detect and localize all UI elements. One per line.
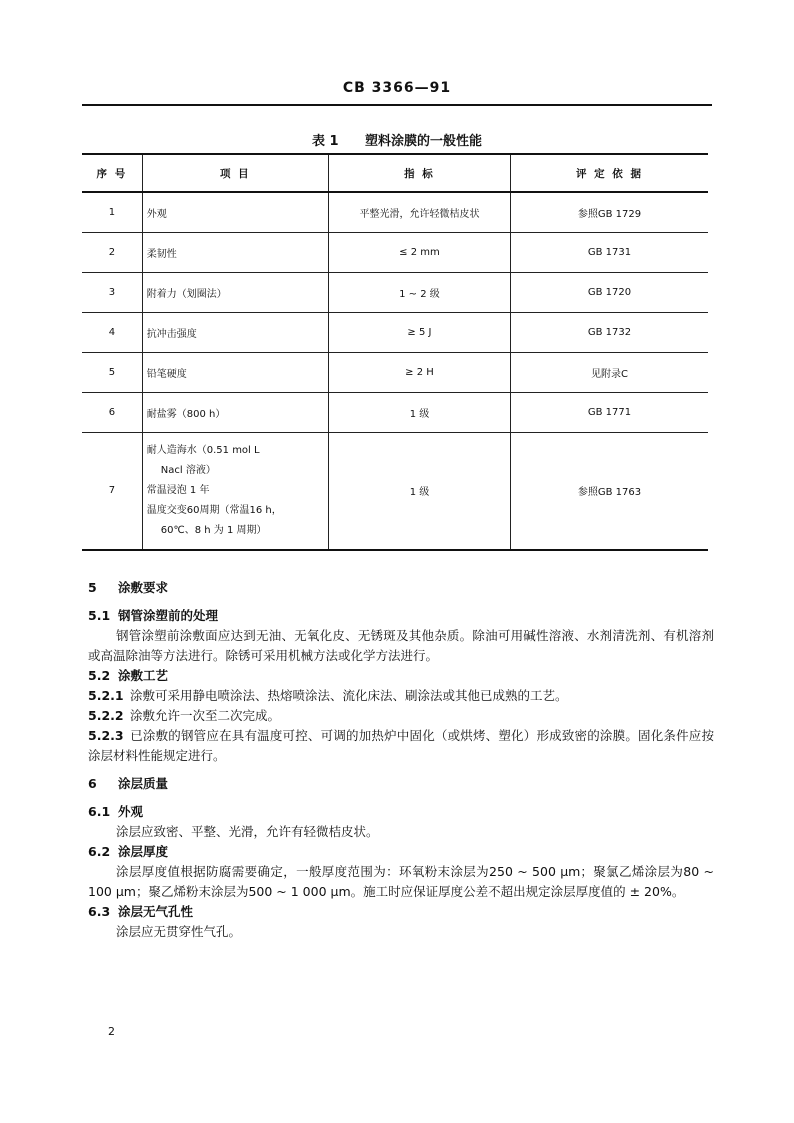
cell-index: 1 级: [328, 392, 510, 432]
table-caption: [0, 130, 794, 149]
subsection-heading: [88, 902, 714, 922]
table-caption-number: 表 1: [311, 134, 339, 149]
cell-no: 5: [82, 352, 142, 392]
section-title: 涂敷要求: [118, 580, 169, 595]
cell-item: 抗冲击强度: [142, 312, 328, 352]
clause-number: 5.2.2: [88, 708, 124, 723]
section-title: 涂层无气孔性: [118, 904, 194, 919]
section-number: 5: [88, 580, 97, 595]
section-number: 6.1: [88, 804, 111, 819]
section-number: 6.3: [88, 904, 111, 919]
standard-code: CB 3366—91: [342, 80, 452, 96]
header-index: 指 标: [328, 154, 510, 192]
cell-item-line: 常温浸泡 1 年: [146, 484, 210, 496]
section-number: 5.2: [88, 668, 111, 683]
section-number: 5.1: [88, 608, 111, 623]
clause: [88, 726, 714, 766]
cell-item: 附着力（划圈法）: [142, 272, 328, 312]
table-row: [82, 352, 708, 392]
table-row: [82, 272, 708, 312]
cell-no: 1: [82, 192, 142, 232]
cell-item: 柔韧性: [142, 232, 328, 272]
cell-index: ≥ 2 H: [328, 352, 510, 392]
cell-basis: 参照GB 1729: [510, 192, 708, 232]
cell-no: 3: [82, 272, 142, 312]
subsection-heading: [88, 666, 714, 686]
cell-no: 2: [82, 232, 142, 272]
section-paragraph: 涂层应致密、平整、光滑，允许有轻微桔皮状。: [116, 824, 379, 839]
section-paragraph: 涂层厚度值根据防腐需要确定，一般厚度范围为：环氧粉末涂层为250 ~ 500 μm；聚氯乙烯涂层为80 ~ 100 μm；聚乙烯粉末涂层为500 ~ 1 000 μm。施工时应保证厚度公差不超出规定涂层厚度值的 ± 20%。: [88, 864, 714, 899]
cell-basis: GB 1720: [510, 272, 708, 312]
table-row: [82, 392, 708, 432]
header-item: 项 目: [142, 154, 328, 192]
table-row: [82, 192, 708, 232]
section-heading: [88, 774, 714, 794]
clause-number: 5.2.1: [88, 688, 124, 703]
cell-item: 耐盐雾（800 h）: [142, 392, 328, 432]
clause-text: 已涂敷的钢管应在具有温度可控、可调的加热炉中固化（或烘烤、塑化）形成致密的涂膜。固化条件应按涂层材料性能规定进行。: [88, 728, 714, 763]
cell-item-multiline: [142, 432, 328, 550]
subsection-heading: [88, 802, 714, 822]
cell-item-line: 耐人造海水（0.51 mol L: [146, 444, 260, 456]
header-basis: 评 定 依 据: [510, 154, 708, 192]
cell-no: 6: [82, 392, 142, 432]
clause: [88, 706, 714, 726]
cell-item: 铅笔硬度: [142, 352, 328, 392]
cell-item-line: Nacl 溶液）: [160, 464, 216, 476]
cell-item-line: 温度交变60周期（常温16 h，: [146, 504, 282, 516]
clause: [88, 686, 714, 706]
section-number: 6.2: [88, 844, 111, 859]
table-row: [82, 232, 708, 272]
cell-index: ≥ 5 J: [328, 312, 510, 352]
section-heading: [88, 578, 714, 598]
section-title: 涂敷工艺: [118, 668, 169, 683]
coating-performance-table: [82, 153, 708, 551]
cell-basis: 参照GB 1763: [510, 432, 708, 550]
section-title: 钢管涂塑前的处理: [118, 608, 219, 623]
cell-basis: 见附录C: [510, 352, 708, 392]
section-title: 涂层厚度: [118, 844, 169, 859]
cell-item: 外观: [142, 192, 328, 232]
clause-text: 涂敷可采用静电喷涂法、热熔喷涂法、流化床法、刷涂法或其他已成熟的工艺。: [130, 688, 568, 703]
table-header-row: [82, 154, 708, 192]
cell-basis: GB 1731: [510, 232, 708, 272]
header-divider: [82, 104, 712, 106]
section-paragraph: 钢管涂塑前涂敷面应达到无油、无氧化皮、无锈斑及其他杂质。除油可用碱性溶液、水剂清洗剂、有机溶剂或高温除油等方法进行。除锈可采用机械方法或化学方法进行。: [88, 628, 714, 663]
cell-index: 平整光滑，允许轻微桔皮状: [328, 192, 510, 232]
cell-basis: GB 1732: [510, 312, 708, 352]
cell-basis: GB 1771: [510, 392, 708, 432]
document-body: [88, 578, 714, 942]
cell-no: 7: [82, 432, 142, 550]
cell-index: ≤ 2 mm: [328, 232, 510, 272]
cell-item-line: 60℃、8 h 为 1 周期）: [160, 524, 267, 536]
subsection-heading: [88, 842, 714, 862]
page-number: 2: [108, 1025, 115, 1038]
clause-number: 5.2.3: [88, 728, 124, 743]
header-no: 序 号: [82, 154, 142, 192]
clause-text: 涂敷允许一次至二次完成。: [130, 708, 281, 723]
section-title: 涂层质量: [118, 776, 169, 791]
section-title: 外观: [118, 804, 144, 819]
subsection-heading: [88, 606, 714, 626]
section-paragraph: 涂层应无贯穿性气孔。: [116, 924, 242, 939]
table-row: [82, 432, 708, 550]
cell-index: 1 ~ 2 级: [328, 272, 510, 312]
table-caption-title: 塑料涂膜的一般性能: [365, 134, 483, 149]
cell-index: 1 级: [328, 432, 510, 550]
table-row: [82, 312, 708, 352]
section-number: 6: [88, 776, 97, 791]
cell-no: 4: [82, 312, 142, 352]
